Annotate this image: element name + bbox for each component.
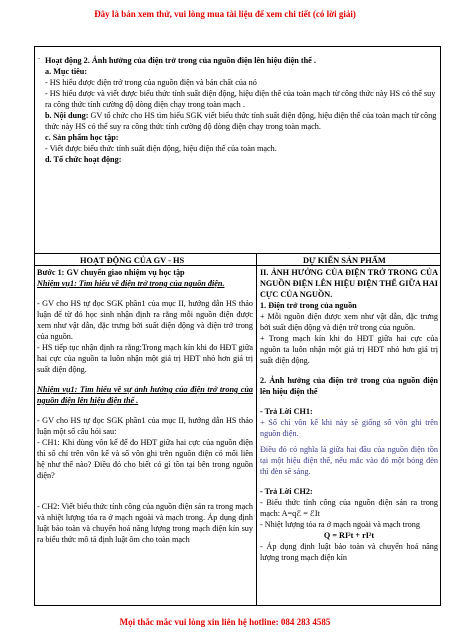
goal-line: - HS hiểu được và viết được biểu thức tính suất điện động, hiệu điện thế của toàn mạch từ công thức này HS có thể suy ra công thức tính cường độ dòng điện chạy trong toàn mạch . [45, 89, 436, 109]
task1-title: Nhiệm vụ1: Tìm hiểu về điện trở trong của nguồn điện. [37, 279, 225, 288]
step1-heading: Bước 1: GV chuyển giao nhiệm vụ học tập [37, 268, 185, 277]
expected-products [260, 267, 438, 563]
stray-dot: . [38, 52, 40, 61]
document-frame [34, 46, 441, 606]
emf-symbol: ℰ [296, 509, 302, 518]
activity-title: Hoạt động 2. Ảnh hưởng của điện trở trong của nguồn điện lên hiệu điện thế . [45, 56, 316, 65]
task2-paragraph: - GV cho HS tự đọc SGK phần1 của mục II, hướng dẫn HS thảo luận một số câu hỏi sau: [37, 416, 253, 436]
answer1-title: - Trả Lời CH1: [260, 407, 313, 416]
hotline-banner: Mọi thắc mắc vui lòng xin liên hệ hotline: 084 283 4585 [119, 617, 331, 627]
answer2-paragraph: - Biểu thức tính công của nguồn điện sản ra trong mạch: A=q [260, 498, 438, 518]
answer1-paragraph: + Số chỉ vôn kế khi này sẽ giống số vôn ghi trên nguồn điện. [260, 418, 438, 438]
subsection1-paragraph: + Mỗi nguồn điện được xem như vật dẫn, đặc trưng bởi suất điện động và điện trở trong của nguồn. [260, 312, 438, 332]
subsection1-paragraph: + Trong mạch kín khi đo HĐT giữa hai cực của nguồn ta luôn nhận một giá trị HĐT nhỏ hơn giá trị suất điện động. [260, 334, 438, 365]
content-text: GV tổ chức cho HS tìm hiểu SGK viết biểu thức tính suất điện động, hiệu điện thế của toàn mạch từ công thức này HS có thể suy ra công thức tính cường độ dòng điện chạy trong toàn mạch. [45, 111, 437, 131]
subsection1-title: 1. Điện trở trong của nguồn [260, 301, 357, 310]
section-title: II. ẢNH HƯỞNG CỦA ĐIỆN TRỞ TRONG CỦA NGUỒN ĐIỆN LÊN HIỆU ĐIỆN THẾ GIỮA HAI CỰC CỦA NGUỒN. [260, 268, 438, 299]
organization-heading: d. Tổ chức hoạt động: [45, 155, 122, 164]
preview-notice-banner: Đây là bản xem thử, vui lòng mua tài liệu để xem chi tiết (có lời giải) [94, 9, 356, 19]
task2-title: Nhiệm vụ1: Tìm hiểu về sự ảnh hưởng của điện trở trong của nguồn điện lên hiệu điện thế . [37, 385, 253, 405]
teacher-student-activities [37, 267, 253, 545]
goal-line: - HS hiểu được điện trở trong của nguồn điện và bản chất của nó [45, 78, 257, 87]
answer1-paragraph: Điều đó có nghĩa là giữa hai đầu của nguồn điện tồn tại một hiệu điện thế, nếu mắc vào đó một bóng đèn thì đèn sẽ sáng. [260, 445, 438, 476]
left-column-header: HOẠT ĐỘNG CỦA GV - HS [80, 256, 185, 265]
formula-end: It [314, 509, 320, 518]
emf-symbol: ℰ [309, 509, 315, 518]
task1-paragraph: - GV cho HS tự đọc SGK phần1 của mục II, hướng dẫn HS thảo luận để từ đó học sinh nhận định ra rằng mỗi nguồn điện được xem như vật dẫn, đặc trưng bởi suất điện động và điện trở trong của nguồn. [37, 299, 253, 341]
formula-equals: = [301, 509, 310, 518]
table-top-border [35, 253, 440, 254]
activity-intro [38, 52, 437, 165]
question-2: - CH2: Viết biểu thức tính công của nguồn điện sản ra trong mạch và nhiệt lượng tỏa ra ở mạch ngoài và mạch trong. Áp dụng định luật bảo toàn và chuyển hoá năng lượng trong mạch điện kín suy ra biểu thức mô tả định luật ôm cho toàn mạch [37, 502, 253, 544]
goal-heading: a. Mục tiêu: [45, 67, 88, 76]
heat-formula: Q = RI²t + rI²t [323, 531, 375, 540]
task1-paragraph: - HS tiếp tục nhận định ra rằng:Trong mạch kín khi đo HĐT giữa hai cực của nguồn ta luôn nhận một giá trị HĐT nhỏ hơn giá trị suất điện động. [37, 343, 253, 374]
question-1: - CH1: Khi dùng vôn kế để đo HĐT giữa hai cực của nguồn điện thì số chỉ trên vôn kế và số vôn ghi trên nguồn điện có mối liên hệ như thế nào? Điều đó cho biết có gì tồn tại bên trong nguồn điện? [37, 438, 253, 480]
right-column-header: DỰ KIẾN SẢN PHẨM [303, 256, 386, 265]
content-heading: b. Nội dung: [45, 111, 89, 120]
subsection2-title: 2. Ảnh hưởng của điện trở trong của nguồn điện lên hiệu điện thế [260, 376, 438, 396]
answer2-paragraph: - Áp dụng định luật bảo toàn và chuyển hoá năng lượng trong mạch điện kín [260, 542, 438, 562]
table-column-divider [256, 253, 257, 605]
answer2-paragraph: - Nhiệt lượng tỏa ra ở mạch ngoài và mạch trong [260, 520, 420, 529]
answer2-title: - Trả Lời CH2: [260, 487, 313, 496]
product-line: - Viết được biểu thức tính suất điện động, hiệu điện thế của toàn mạch. [45, 144, 277, 153]
table-header-border [35, 265, 440, 266]
product-heading: c. Sản phẩm học tập: [45, 133, 119, 142]
